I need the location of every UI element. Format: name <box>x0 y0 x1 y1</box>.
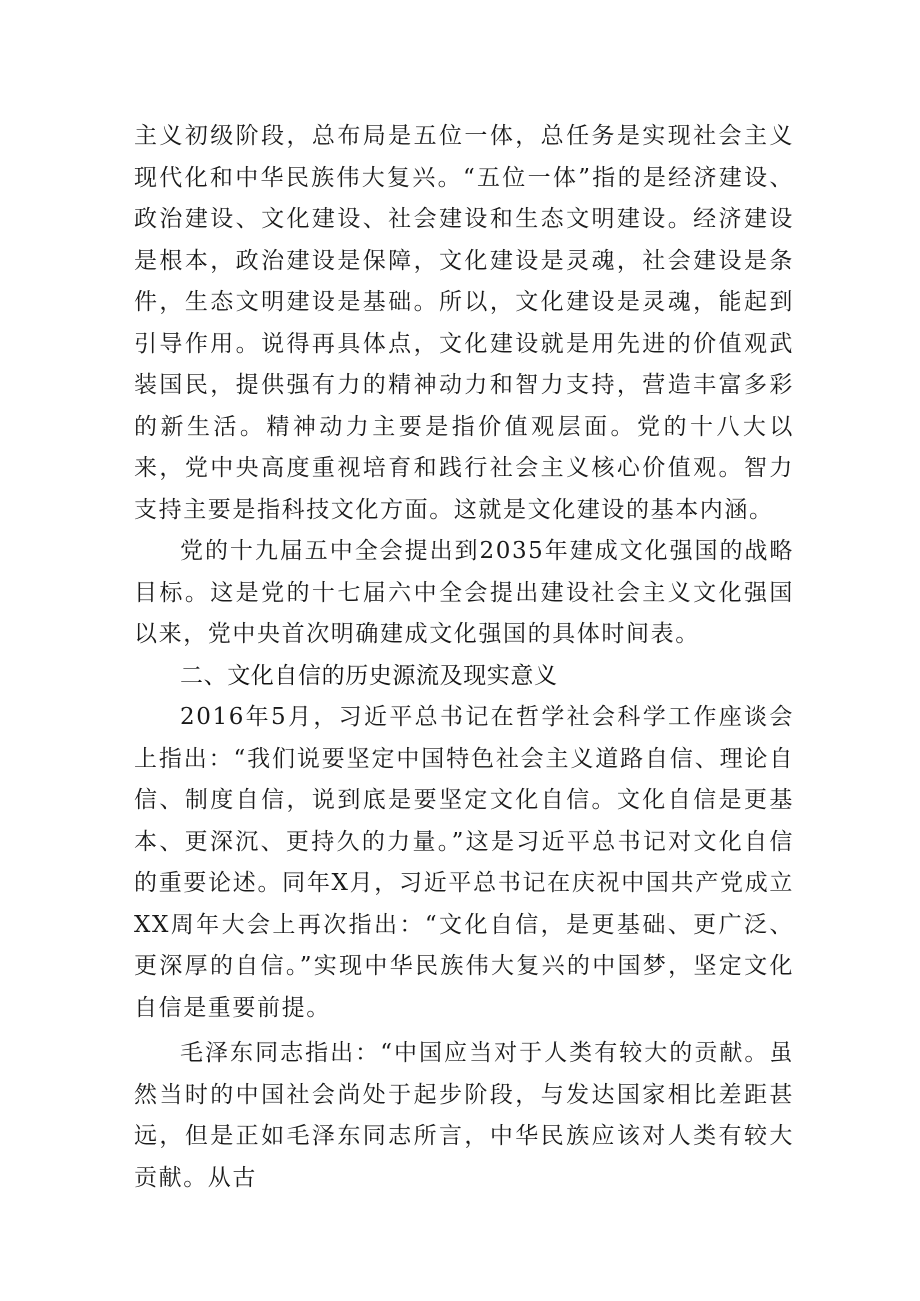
section-heading: 二、文化自信的历史源流及现实意义 <box>180 662 558 689</box>
body-paragraph-continued: 主义初级阶段，总布局是五位一体，总任务是实现社会主义现代化和中华民族伟大复兴。“五位一体”指的是经济建设、政治建设、文化建设、社会建设和生态文明建设。经济建设是根本，政治建设是保障，文化建设是灵魂，社会建设是条件，生态文明建设是基础。所以，文化建设是灵魂，能起到引导作用。说得再具体点，文化建设就是用先进的价值观武装国民，提供强有力的精神动力和智力支持，营造丰富多彩的新生活。精神动力主要是指价值观层面。党的十八大以来，党中央高度重视培育和践行社会主义核心价值观。智力支持主要是指科技文化方面。这就是文化建设的基本内涵。 <box>134 123 794 523</box>
body-paragraph-2016-speech: 2016年5月，习近平总书记在哲学社会科学工作座谈会上指出：“我们说要坚定中国特色社会主义道路自信、理论自信、制度自信，说到底是要坚定文化自信。文化自信是更基本、更深沉、更持久的力量。”这是习近平总书记对文化自信的重要论述。同年X月，习近平总书记在庆祝中国共产党成立XX周年大会上再次指出：“文化自信，是更基础、更广泛、更深厚的自信。”实现中华民族伟大复兴的中国梦，坚定文化自信是重要前提。 <box>134 704 794 1021</box>
body-paragraph-2035-goal: 党的十九届五中全会提出到2035年建成文化强国的战略目标。这是党的十七届六中全会提出建设社会主义文化强国以来，党中央首次明确建成文化强国的具体时间表。 <box>134 538 794 647</box>
body-paragraph-mao-quote: 毛泽东同志指出：“中国应当对于人类有较大的贡献。虽然当时的中国社会尚处于起步阶段，与发达国家相比差距甚远，但是正如毛泽东同志所言，中华民族应该对人类有较大贡献。从古 <box>134 1040 794 1191</box>
document-body <box>134 116 794 1199</box>
